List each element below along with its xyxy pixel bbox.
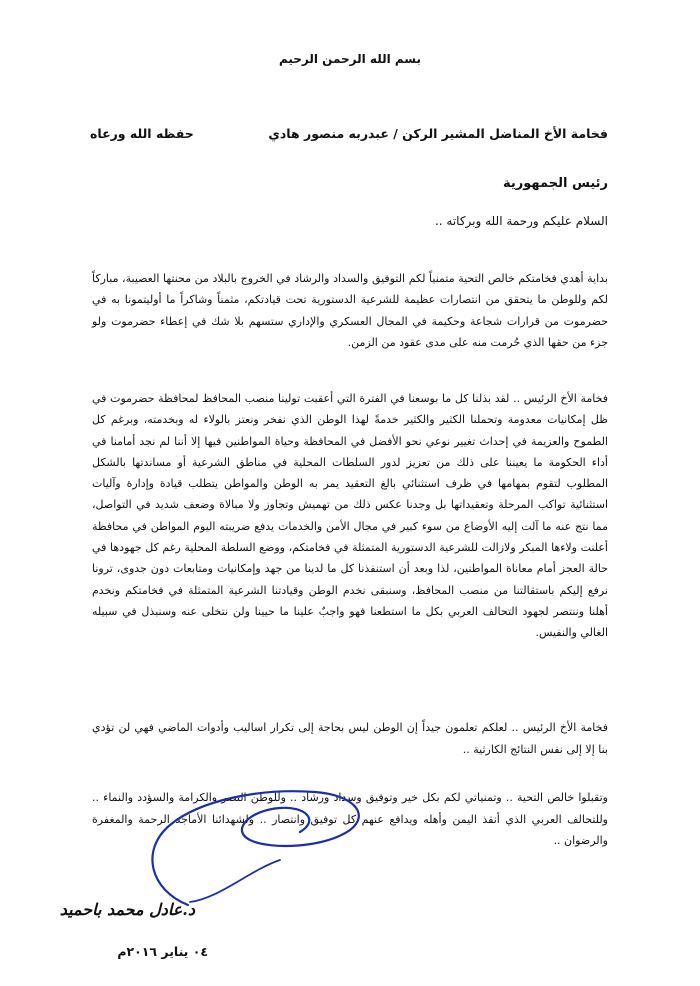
- paragraph-closing: وتقبلوا خالص التحية .. وتمنياتي لكم بكل خير وتوفيق وسداد ورشاد .. وللوطن النصر والكرامة والسؤدد والنماء .. وللتحالف العربي الذي أنقذ اليمن وأهله ويدافع عنهم كل توفيق وانتصار .. ولشهدائنا الأماجد الرحمة والمغفرة والرضوان ..: [92, 791, 608, 847]
- signature-name: د.عادل محمد باحميد: [59, 900, 195, 919]
- recipient-title: رئيس الجمهورية: [503, 176, 608, 191]
- recipient-name: فخامة الأخ المناضل المشير الركن / عبدربه منصور هادي: [268, 126, 608, 141]
- paragraph-resignation: فخامة الأخ الرئيس .. لقد بذلنا كل ما بوسعنا في الفترة التي أعقبت تولينا منصب المحافظ لمحافظة حضرموت في ظل إمكانيات معدومة وتحملنا الكثير والكثير خدمةً لهذا الوطن الذي نفخر ونعتز بالولاء له وبخدمته، وبرغم كل الطموح والعزيمة في إحداث تغيير نوعي نحو الأفضل في المحافظة وحياة المواطنين فيها إلا أننا لم نجد أمامنا في أداء الحكومة ما يعيننا على ذلك من تعزيز لدور السلطات المحلية في مناطق الشرعية أو مساندتها بالشكل المطلوب لتقوم بمهامها في ظرف استثنائي بالغ التعقيد يمر به الوطن والمواطن يتطلب قيادة وإدارة وآليات استثنائية تواكب المرحلة وتعقيداتها بل وجدنا عكس ذلك من تهميش وتجاوز ولا مبالاة وضعف شديد في التواصل، مما نتج عنه ما آلت إليه الأوضاع من سوء كبير في مجال الأمن والخدمات يدفع ضريبته اليوم المواطن في محافظة أعلنت ولاءها المبكر ولازالت للشرعية الدستورية المتمثلة في فخامتكم، ووضع السلطة المحلية رغم كل جهودها في حالة العجز أمام معاناة المواطنين، لذا وبعد أن استنفذنا كل ما لدينا من جهد وإمكانيات ومتابعات دون جدوى، ترونا نرفع إليكم باستقالتنا من منصب المحافظ، وسنبقى نخدم الوطن وقيادتنا الشرعية المتمثلة في فخامتكم ونخدم أهلنا وننتصر لجهود التحالف العربي بكل ما استطعنا فهو واجبٌ علينا ما حيينا ولن نتخلى عنه وسنبذل في سبيله الغالي والنفيس.: [92, 392, 608, 640]
- recipient-blessing: حفظه الله ورعاه: [90, 126, 194, 141]
- greeting-line: السلام عليكم ورحمة الله وبركاته ..: [434, 214, 608, 228]
- paragraph-warning: فخامة الأخ الرئيس .. لعلكم تعلمون جيداً إن الوطن ليس بحاجة إلى تكرار اساليب وأدوات الماضي فهي لن تؤدي بنا إلا إلى نفس النتائج الكارثية ..: [92, 721, 608, 756]
- basmala-heading: بسم الله الرحمن الرحيم: [278, 52, 422, 66]
- paragraph-opening: بداية أهدي فخامتكم خالص التحية متمنياً لكم التوفيق والسداد والرشاد في الخروج بالبلاد من محنتها العصيبة، مباركاً لكم وللوطن ما يتحقق من انتصارات عظيمة للشرعية الدستورية تحت قيادتكم، مثمناً وشاكراً ما أوليتمونا به في حضرموت من قرارات شجاعة وحكيمة في المجال العسكري والإداري ستسهم بلا شك في إعطاء حضرموت ولو جزء من حقها الذي حُرمت منه على مدى عقود من الزمن.: [92, 272, 608, 349]
- recipient-line: [90, 126, 608, 148]
- letter-date: ٠٤ يناير ٢٠١٦م: [117, 944, 208, 959]
- handwritten-signature: [130, 770, 390, 910]
